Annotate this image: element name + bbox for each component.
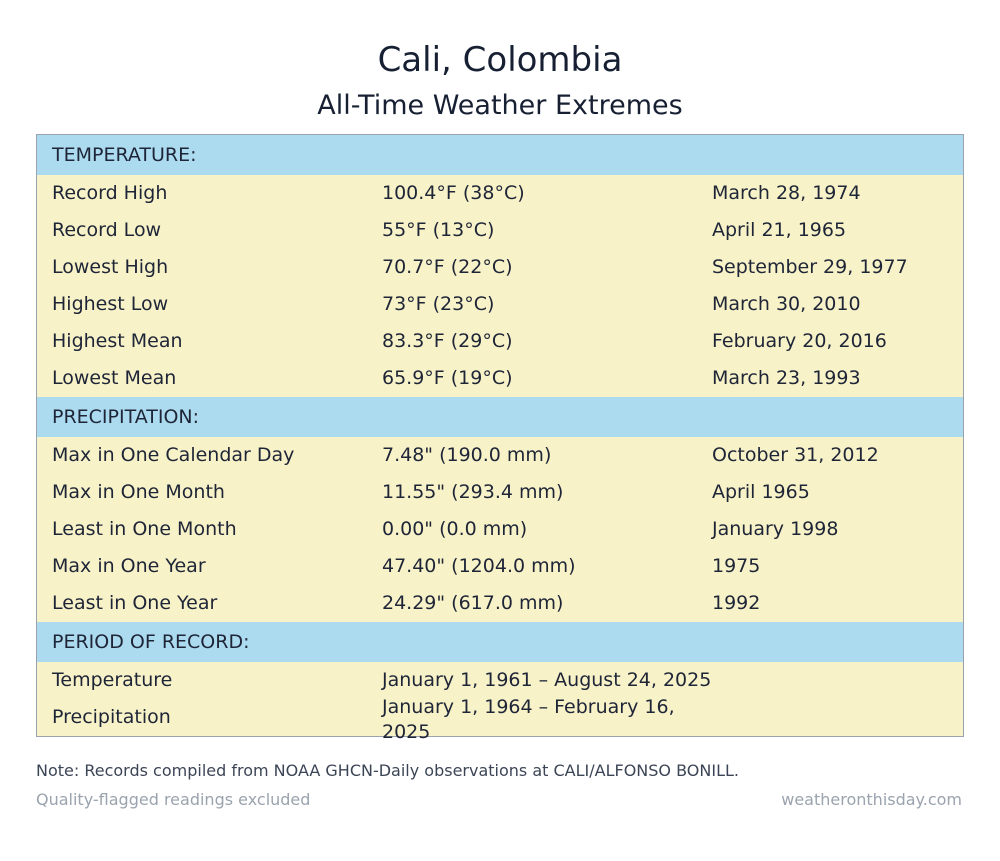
row-label: Record High — [52, 182, 168, 204]
table-row — [37, 360, 963, 397]
page-subtitle: All-Time Weather Extremes — [317, 90, 683, 121]
row-value: January 1, 1964 – February 16, 2025 — [382, 696, 675, 743]
row-date: 1975 — [712, 555, 761, 577]
row-date: February 20, 2016 — [712, 330, 887, 352]
row-value: 7.48" (190.0 mm) — [382, 444, 552, 466]
table-row — [37, 175, 963, 212]
row-value: 24.29" (617.0 mm) — [382, 592, 564, 614]
quality-note: Quality-flagged readings excluded — [36, 790, 311, 809]
row-label: Max in One Year — [52, 555, 206, 577]
source-credit: weatheronthisday.com — [781, 790, 962, 809]
row-label: Least in One Year — [52, 592, 218, 614]
row-value: 47.40" (1204.0 mm) — [382, 555, 576, 577]
extremes-table — [36, 134, 964, 743]
table-row — [37, 548, 963, 585]
row-date: January 1998 — [712, 518, 839, 540]
row-date: April 21, 1965 — [712, 219, 847, 241]
row-date: October 31, 2012 — [712, 444, 879, 466]
table-row — [37, 474, 963, 511]
row-label: Lowest Mean — [52, 367, 177, 389]
row-date: March 30, 2010 — [712, 293, 861, 315]
section-heading-precipitation: PRECIPITATION: — [37, 397, 963, 437]
table-row — [37, 249, 963, 286]
row-value: 0.00" (0.0 mm) — [382, 518, 528, 540]
row-date: March 28, 1974 — [712, 182, 861, 204]
row-label: Highest Low — [52, 293, 169, 315]
row-label: Temperature — [52, 669, 173, 691]
row-label: Lowest High — [52, 256, 169, 278]
row-date: 1992 — [712, 592, 761, 614]
row-label: Least in One Month — [52, 518, 237, 540]
row-value: 100.4°F (38°C) — [382, 182, 525, 204]
table-row — [37, 212, 963, 249]
table-row — [37, 662, 963, 699]
row-date: April 1965 — [712, 481, 810, 503]
table-row — [37, 696, 963, 743]
row-label: Max in One Month — [52, 481, 225, 503]
row-date: March 23, 1993 — [712, 367, 861, 389]
table-row — [37, 323, 963, 360]
row-label: Max in One Calendar Day — [52, 444, 295, 466]
page-title: Cali, Colombia — [377, 40, 623, 80]
row-value: 70.7°F (22°C) — [382, 256, 513, 278]
row-value: 55°F (13°C) — [382, 219, 495, 241]
table-row — [37, 511, 963, 548]
table-row — [37, 286, 963, 323]
row-value: 65.9°F (19°C) — [382, 367, 513, 389]
table-row — [37, 437, 963, 474]
section-heading-temperature: TEMPERATURE: — [37, 135, 963, 175]
row-date: September 29, 1977 — [712, 256, 908, 278]
table-row — [37, 585, 963, 622]
row-value: 11.55" (293.4 mm) — [382, 481, 564, 503]
row-value: 83.3°F (29°C) — [382, 330, 513, 352]
section-heading-period: PERIOD OF RECORD: — [37, 622, 963, 662]
row-label: Precipitation — [52, 706, 171, 728]
footnote: Note: Records compiled from NOAA GHCN-Daily observations at CALI/ALFONSO BONILL. — [36, 761, 739, 780]
row-label: Highest Mean — [52, 330, 183, 352]
row-value: 73°F (23°C) — [382, 293, 495, 315]
row-label: Record Low — [52, 219, 162, 241]
row-value: January 1, 1961 – August 24, 2025 — [382, 669, 712, 691]
